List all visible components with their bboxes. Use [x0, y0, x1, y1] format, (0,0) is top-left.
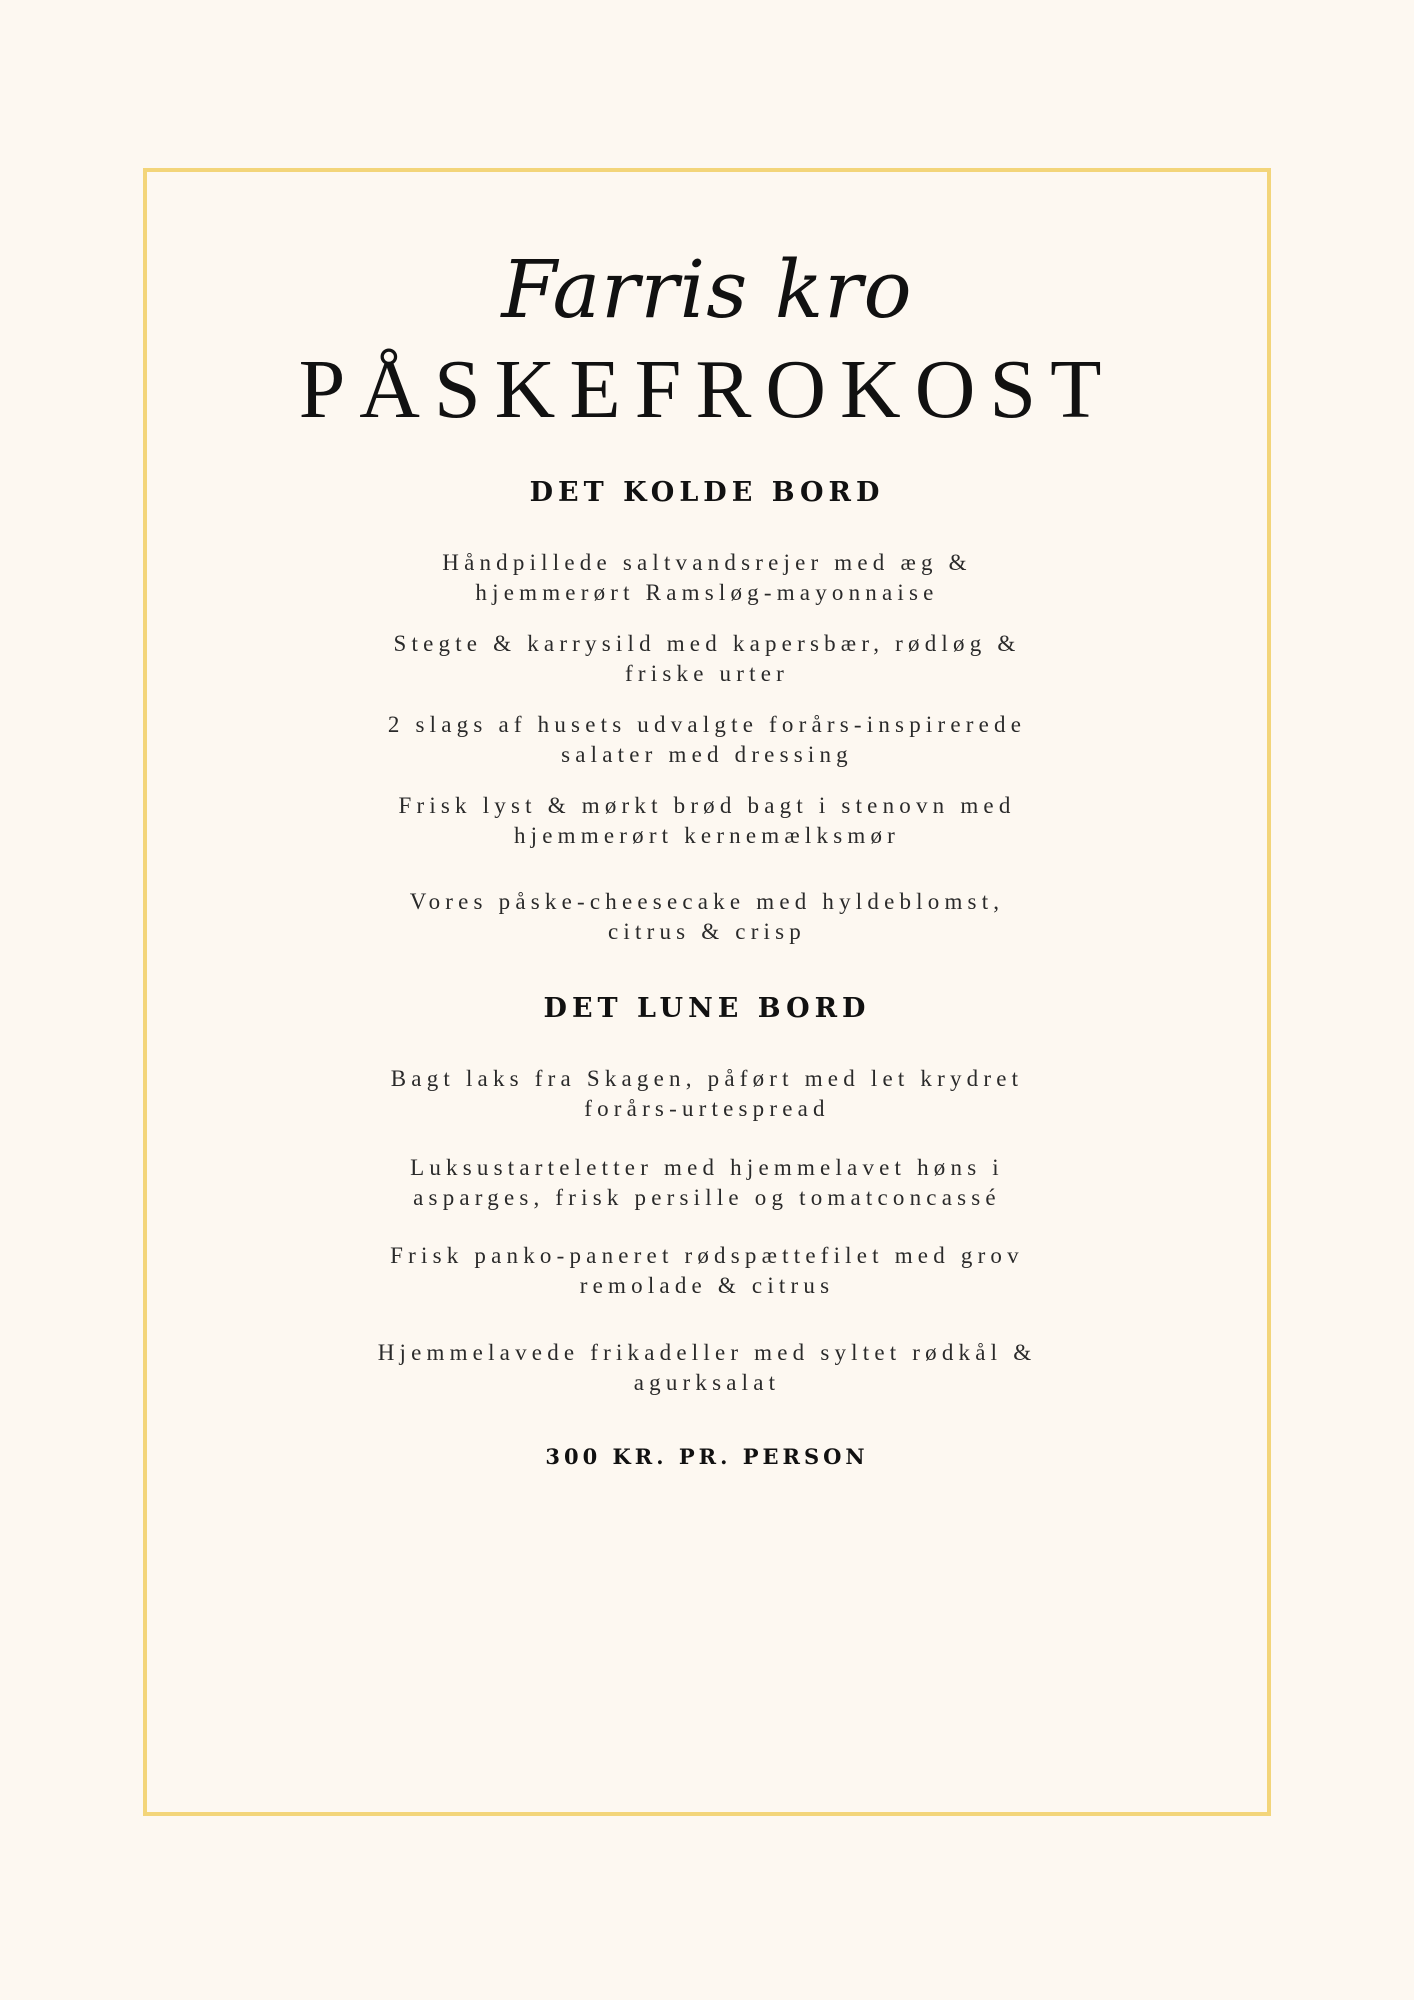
menu-item: [343, 629, 1071, 689]
menu-item: [343, 887, 1071, 947]
menu-title: PÅSKEFROKOST: [298, 343, 1116, 436]
menu-item-line: Frisk panko-paneret rødspættefilet med grov: [390, 1243, 1024, 1268]
menu-item-line: Håndpillede saltvandsrejer med æg &: [442, 550, 972, 575]
menu-item-line: citrus & crisp: [608, 919, 806, 944]
menu-item-line: Vores påske-cheesecake med hyldeblomst,: [409, 889, 1005, 914]
menu-item-line: remolade & citrus: [579, 1273, 835, 1298]
menu-item-line: forårs-urtespread: [584, 1096, 830, 1121]
menu-item-line: Stegte & karrysild med kapersbær, rødløg &: [393, 631, 1021, 656]
menu-item-line: Hjemmelavede frikadeller med syltet rødkål &: [377, 1340, 1037, 1365]
menu-item-line: Frisk lyst & mørkt brød bagt i stenovn med: [398, 793, 1016, 818]
menu-item: [343, 1338, 1071, 1398]
menu-item: [343, 1153, 1071, 1213]
menu-item-line: Bagt laks fra Skagen, påført med let krydret: [390, 1066, 1024, 1091]
menu-item: [343, 710, 1071, 770]
menu-item-line: 2 slags af husets udvalgte forårs-inspirerede: [387, 712, 1027, 737]
menu-item-line: agurksalat: [633, 1370, 781, 1395]
menu-item-line: asparges, frisk persille og tomatconcassé: [413, 1185, 1001, 1210]
brand-name: Farris kro: [501, 243, 913, 336]
section-heading-lune-bord: DET LUNE BORD: [543, 993, 871, 1024]
price-label: 300 KR. PR. PERSON: [545, 1444, 869, 1469]
menu-item-line: hjemmerørt Ramsløg-mayonnaise: [475, 580, 939, 605]
menu-item-line: salater med dressing: [561, 742, 853, 767]
menu-item-line: friske urter: [625, 661, 789, 686]
menu-item: [343, 791, 1071, 851]
menu-item-line: hjemmerørt kernemælksmør: [513, 823, 901, 848]
section-heading-kolde-bord: DET KOLDE BORD: [529, 477, 885, 508]
menu-item-line: Luksustarteletter med hjemmelavet høns i: [410, 1155, 1004, 1180]
menu-item: [343, 548, 1071, 608]
menu-item: [343, 1241, 1071, 1301]
menu-item: [343, 1064, 1071, 1124]
